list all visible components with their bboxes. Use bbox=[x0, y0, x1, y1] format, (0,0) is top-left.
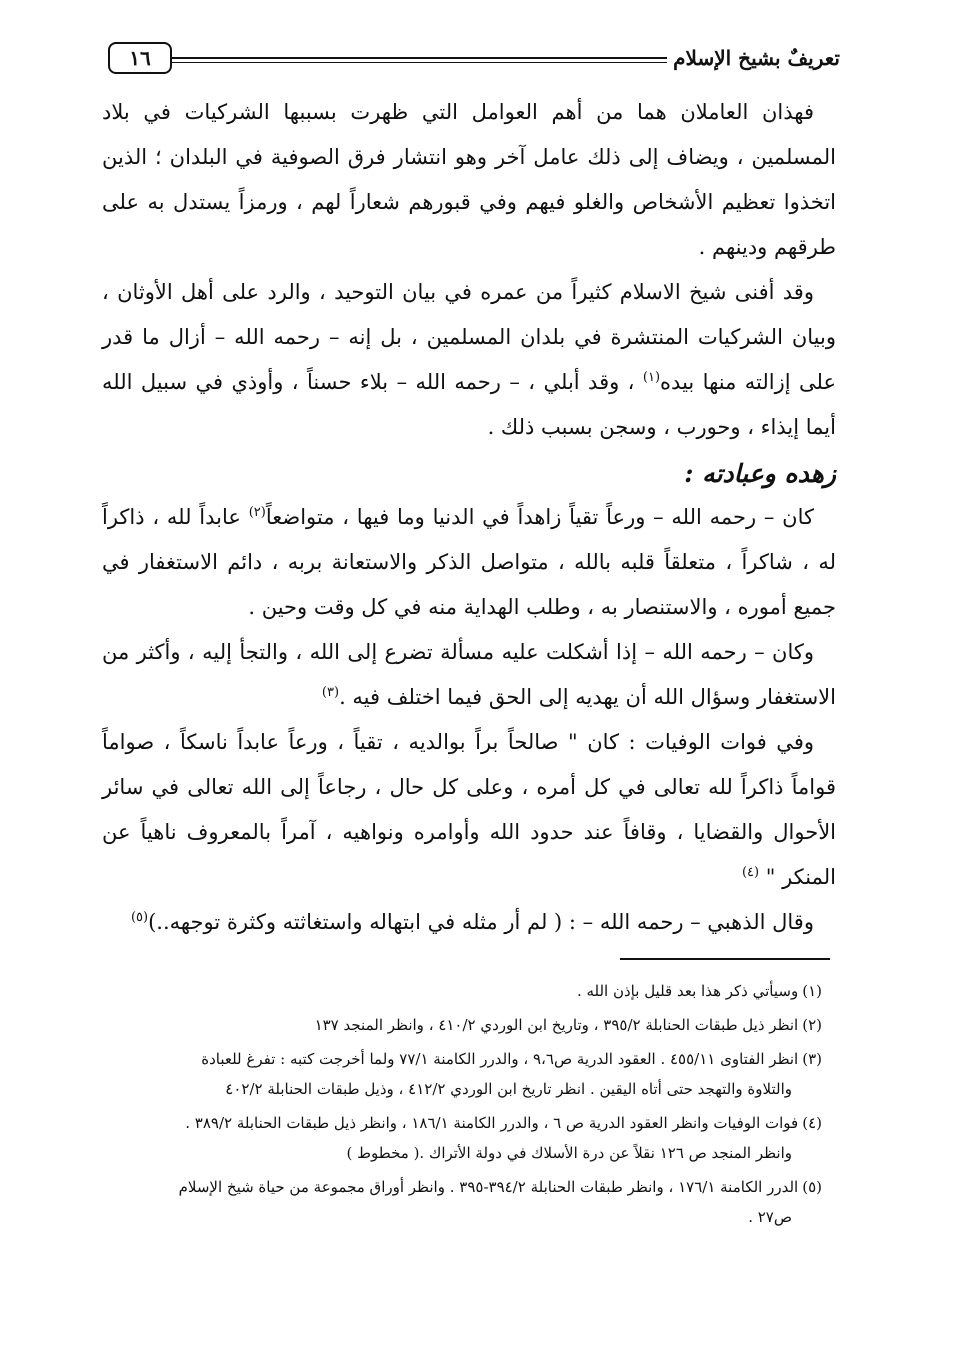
section-body bbox=[102, 495, 836, 945]
footnote-continuation: والتلاوة والتهجد حتى أتاه اليقين . انظر تاريخ ابن الوردي ٤١٢/٢ ، وذيل طبقات الحنابلة ٤٠٢/٢ bbox=[225, 1080, 792, 1098]
footnote-continuation: ص٢٧ . bbox=[748, 1208, 792, 1226]
paragraph-text: وقد أفنى شيخ الاسلام كثيراً من عمره في بيان التوحيد ، والرد على أهل الأوثان ، وبيان الشركيات المنتشرة في بلدان المسلمين ، بل إنه – رحمه الله – أزال ما قدر على إزالته منها بيده bbox=[102, 280, 837, 394]
footnote-text: انظر الفتاوى ٤٥٥/١١ . العقود الدرية ص٩،٦ ، والدرر الكامنة ٧٧/١ ولما أخرجت كتبه : تفرغ للعبادة bbox=[201, 1050, 799, 1068]
footnote-ref: (٢) bbox=[248, 505, 266, 520]
footnote-ref: (١) bbox=[642, 370, 661, 385]
page-number: ١٦ bbox=[108, 42, 172, 74]
section-heading: زهده وعبادته : bbox=[684, 459, 836, 488]
paragraph: فهذان العاملان هما من أهم العوامل التي ظهرت بسببها الشركيات في بلاد المسلمين ، ويضاف إلى ذلك عامل آخر وهو انتشار فرق الصوفية في البلدان ؛ الذين اتخذوا تعظيم الأشخاص والغلو فيهم وفي قبورهم شعاراً لهم ، ورمزاً يستدل به على طرقهم ودينهم . bbox=[102, 100, 836, 259]
paragraph bbox=[102, 900, 836, 945]
paragraph-text: وفي فوات الوفيات : كان " صالحاً براً بوالديه ، تقياً ، ورعاً عابداً ناسكاً ، صواماً قواماً ذاكراً لله تعالى في كل أمره ، وعلى كل حال ، رجاعاً إلى الله تعالى في سائر الأحوال والقضايا ، وقافاً عند حدود الله وأوامره ونواهيه ، آمراً بالمعروف ناهياً عن المنكر " bbox=[102, 730, 837, 889]
footnote-text: الدرر الكامنة ١٧٦/١ ، وانظر طبقات الحنابلة ٣٩٤/٢-٣٩٥ . وانظر أوراق مجموعة من حياة شيخ الإسلام bbox=[178, 1178, 799, 1196]
footnote bbox=[92, 1108, 822, 1168]
paragraph-text: وكان – رحمه الله – إذا أشكلت عليه مسألة تضرع إلى الله ، والتجأ إليه ، وأكثر من الاستغفار وسؤال الله أن يهديه إلى الحق فيما اختلف فيه . bbox=[102, 640, 836, 709]
paragraph-text: عابداً لله ، ذاكراً له ، شاكراً ، متعلقاً قلبه بالله ، متواصل الذكر والاستعانة بربه ، دائم الاستغفار في جميع أموره ، والاستنصار به ، وطلب الهداية منه في كل وقت وحين . bbox=[102, 505, 836, 619]
footnote-text: فوات الوفيات وانظر العقود الدرية ص ٦ ، والدرر الكامنة ١٨٦/١ ، وانظر ذيل طبقات الحنابلة ٣٨٩/٢ . bbox=[185, 1114, 799, 1132]
header-rule bbox=[166, 57, 740, 63]
footnote-number: (٣) bbox=[802, 1050, 822, 1068]
footnote bbox=[92, 1044, 822, 1104]
body-text bbox=[102, 90, 836, 450]
paragraph bbox=[102, 270, 836, 450]
paragraph-text: ، وقد أبلي ، – رحمه الله – بلاء حسناً ، وأوذي في سبيل الله أيما إيذاء ، وحورب ، وسجن بسبب ذلك . bbox=[102, 370, 836, 439]
footnote-ref: (٥) bbox=[130, 910, 149, 925]
footnote-text: انظر ذيل طبقات الحنابلة ٣٩٥/٢ ، وتاريخ ابن الوردي ٤١٠/٢ ، وانظر المنجد ١٣٧ bbox=[314, 1016, 799, 1034]
paragraph bbox=[102, 720, 836, 900]
footnote-text: وسيأتي ذكر هذا بعد قليل بإذن الله . bbox=[576, 982, 799, 1000]
footnote-number: (٥) bbox=[802, 1178, 822, 1196]
footnote bbox=[92, 976, 822, 1006]
running-title: تعريفٌ بشيخ الإسلام bbox=[667, 46, 840, 70]
paragraph bbox=[102, 495, 836, 630]
footnotes bbox=[92, 976, 822, 1236]
footnote-continuation: وانظر المنجد ص ١٢٦ نقلاً عن درة الأسلاك في دولة الأتراك .( مخطوط ) bbox=[346, 1144, 792, 1162]
paragraph-text: كان – رحمه الله – ورعاً تقياً زاهداً في الدنيا وما فيها ، متواضعاً bbox=[265, 505, 814, 529]
page-header bbox=[108, 38, 840, 78]
footnote-ref: (٤) bbox=[741, 865, 760, 880]
footnote bbox=[92, 1172, 822, 1232]
footnote-number: (٤) bbox=[802, 1114, 822, 1132]
paragraph bbox=[102, 630, 836, 720]
footnote-ref: (٣) bbox=[321, 685, 340, 700]
footnote bbox=[92, 1010, 822, 1040]
footnote-number: (٢) bbox=[802, 1016, 822, 1034]
paragraph-text: وقال الذهبي – رحمه الله – : ( لم أر مثله في ابتهاله واستغاثته وكثرة توجهه..) bbox=[148, 910, 814, 934]
footnote-separator bbox=[620, 958, 830, 960]
footnote-number: (١) bbox=[802, 982, 822, 1000]
